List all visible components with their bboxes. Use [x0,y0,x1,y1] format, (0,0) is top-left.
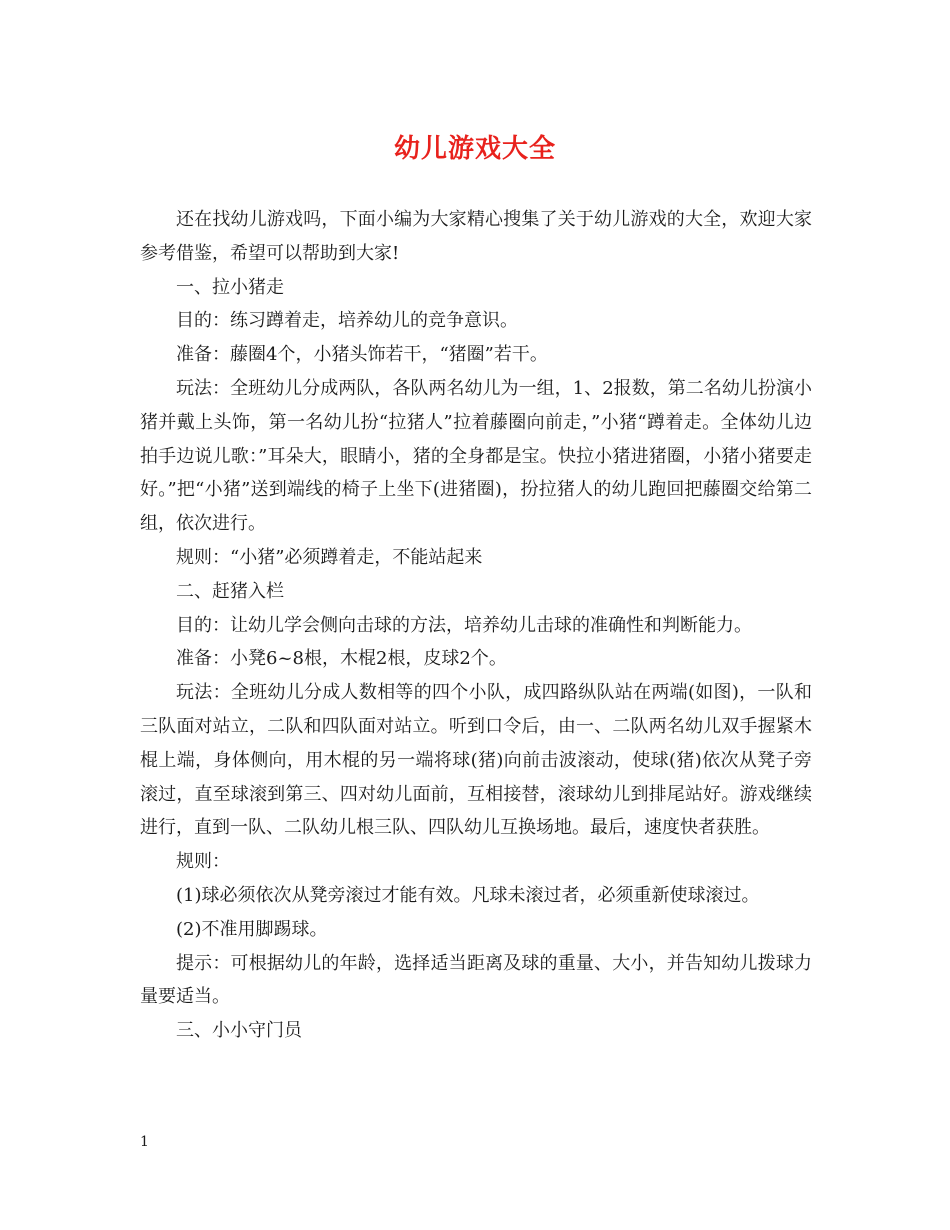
page-number: 1 [140,1134,149,1150]
paragraph-rules-1: 规则：“小猪”必须蹲着走，不能站起来 [176,546,483,568]
paragraph-rule-2-1: (1)球必须依次从凳旁滚过才能有效。凡球未滚过者，必须重新使球滚过。 [176,884,760,906]
paragraph-preparation-1: 准备：藤圈4个，小猪头饰若干，“猪圈”若干。 [176,344,548,366]
paragraph-tip-2: 提示：可根据幼儿的年龄，选择适当距离及球的重量、大小，并告知幼儿拨球力量要适当。 [140,952,812,1008]
document-body [140,203,812,1048]
intro-paragraph: 还在找幼儿游戏吗，下面小编为大家精心搜集了关于幼儿游戏的大全，欢迎大家参考借鉴，希望可以帮助到大家! [140,209,812,264]
section-heading-1: 一、拉小猪走 [176,276,284,298]
section-heading-3: 三、小小守门员 [176,1020,302,1042]
paragraph-gameplay-1: 玩法：全班幼儿分成两队，各队两名幼儿为一组，1、2报数，第二名幼儿扮演小猪并戴上头饰，第一名幼儿扮“拉猪人”拉着藤圈向前走，”小猪“蹲着走。全体幼儿边拍手边说儿歌：”耳朵大，眼睛小，猪的全身都是宝。快拉小猪进猪圈，小猪小猪要走好。”把“小猪”送到端线的椅子上坐下(进猪圈)，扮拉猪人的幼儿跑回把藤圈交给第二组，依次进行。 [140,377,812,535]
document-title: 幼儿游戏大全 [393,134,556,164]
paragraph-rule-2-2: (2)不准用脚踢球。 [176,918,328,940]
section-heading-2: 二、赶猪入栏 [176,580,284,602]
paragraph-rules-2-heading: 规则： [176,851,230,873]
paragraph-purpose-1: 目的：练习蹲着走，培养幼儿的竞争意识。 [176,310,518,332]
paragraph-purpose-2: 目的：让幼儿学会侧向击球的方法，培养幼儿击球的准确性和判断能力。 [176,614,752,636]
paragraph-preparation-2: 准备：小凳6~8根，木棍2根，皮球2个。 [176,648,507,670]
paragraph-gameplay-2: 玩法：全班幼儿分成人数相等的四个小队，成四路纵队站在两端(如图)，一队和三队面对站立，二队和四队面对站立。听到口令后，由一、二队两名幼儿双手握紧木棍上端，身体侧向，用木棍的另一端将球(猪)向前击波滚动，使球(猪)依次从凳子旁滚过，直至球滚到第三、四对幼儿面前，互相接替，滚球幼儿到排尾站好。游戏继续进行，直到一队、二队幼儿根三队、四队幼儿互换场地。最后，速度快者获胜。 [140,682,812,839]
